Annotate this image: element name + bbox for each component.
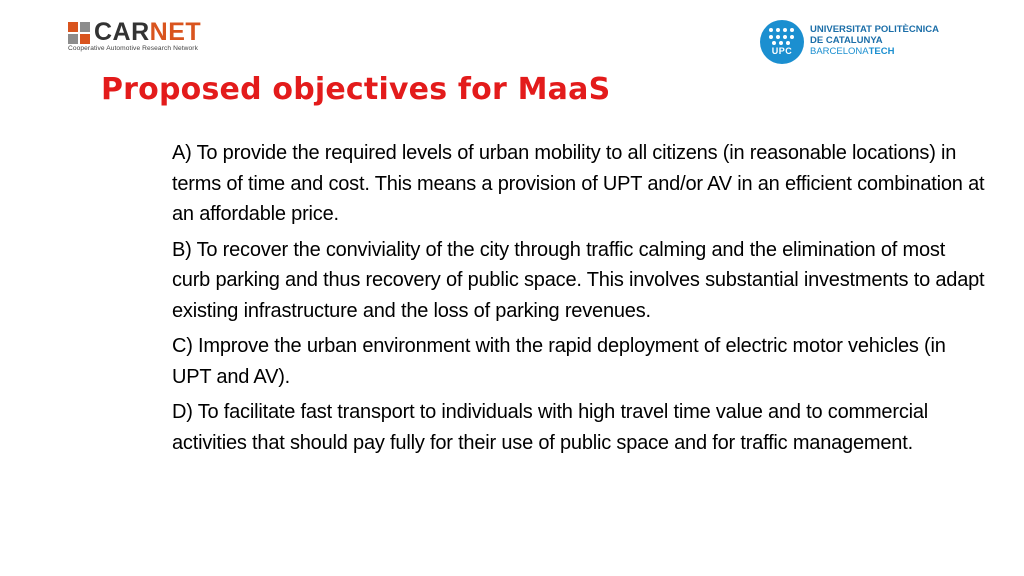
carnet-logo bbox=[68, 20, 208, 54]
upc-seal-icon: UPC bbox=[760, 20, 804, 64]
slide-title: Proposed objectives for MaaS bbox=[101, 72, 611, 107]
carnet-mark-icon bbox=[68, 22, 90, 44]
upc-name-line1: UNIVERSITAT POLITÈCNICA bbox=[810, 24, 939, 35]
objective-b: B) To recover the conviviality of the city through traffic calming and the elimination of most curb parking and thus recovery of public space. This involves substantial investments to adapt existing infrastructure and the loss of parking revenues. bbox=[172, 238, 985, 322]
objective-a: A) To provide the required levels of urban mobility to all citizens (in reasonable locations) in terms of time and cost. This means a provision of UPT and/or AV in an efficient combination at an affordable price. bbox=[172, 142, 985, 225]
upc-name-line2: DE CATALUNYA bbox=[810, 35, 883, 46]
objective-c: C) Improve the urban environment with the rapid deployment of electric motor vehicles (in UPT and AV). bbox=[172, 335, 946, 388]
upc-logo bbox=[760, 20, 960, 66]
carnet-wordmark: CARNET bbox=[94, 18, 202, 46]
upc-name-line3: BARCELONATECH bbox=[810, 46, 895, 57]
objectives-list bbox=[172, 138, 987, 463]
carnet-subtitle: Cooperative Automotive Research Network bbox=[68, 45, 198, 52]
objective-d: D) To facilitate fast transport to individuals with high travel time value and to commercial activities that should pay fully for their use of public space and for traffic management. bbox=[172, 401, 929, 454]
